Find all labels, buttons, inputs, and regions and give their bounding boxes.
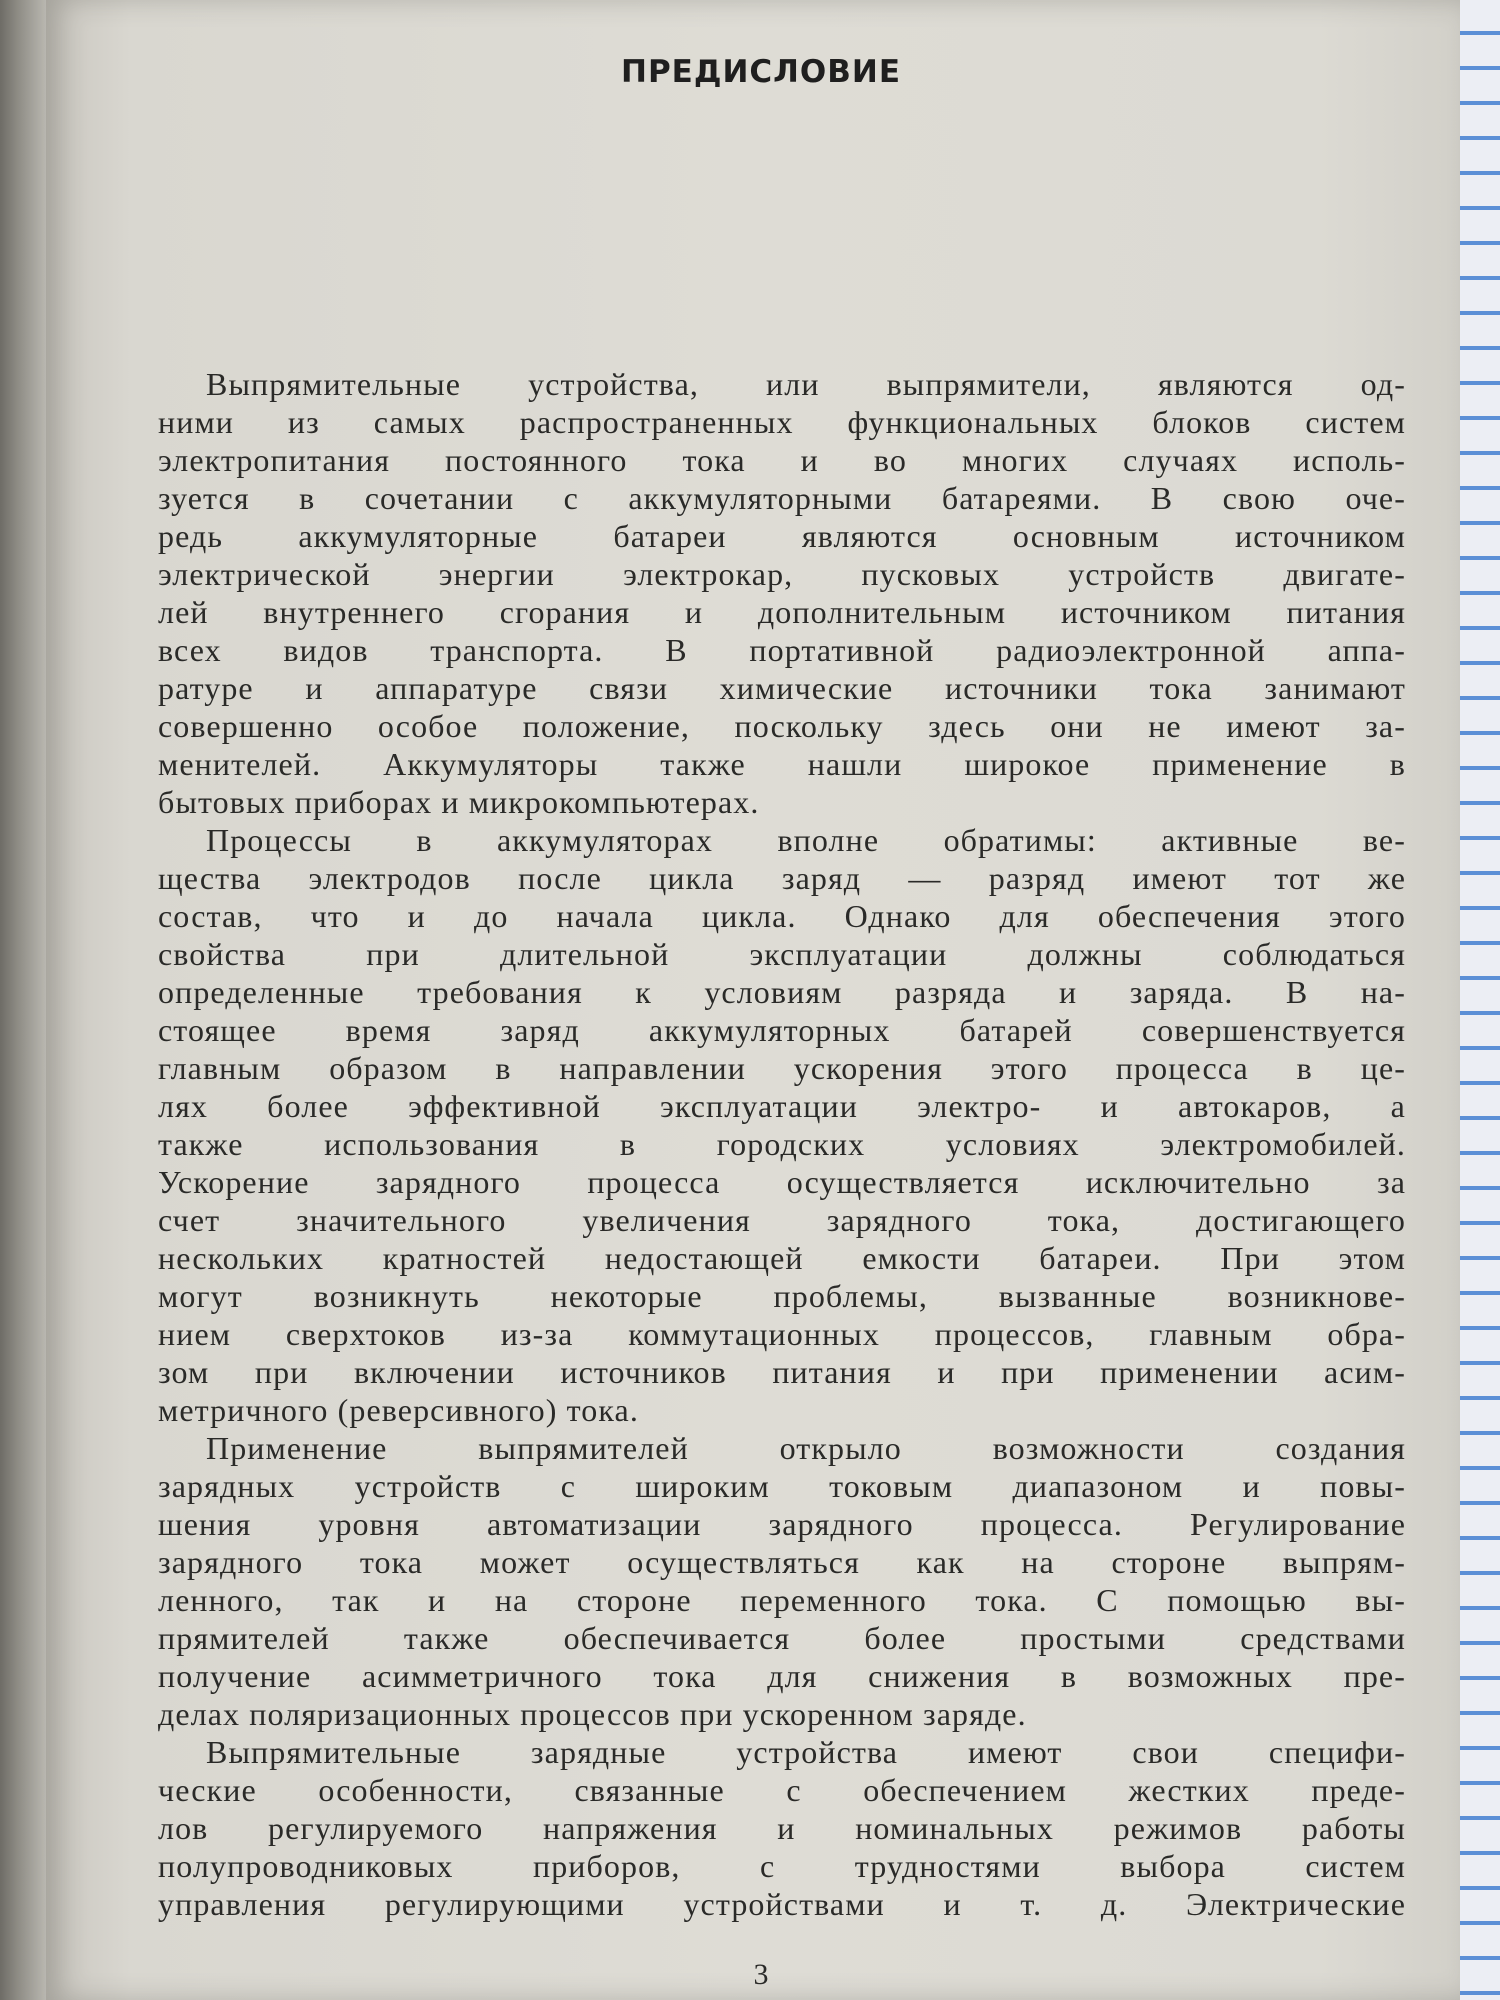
text-line: определенные требования к условиям разряда и заряда. В на- — [158, 974, 1406, 1010]
text-line: также использования в городских условиях электромобилей. — [158, 1126, 1406, 1162]
book-page — [46, 0, 1460, 2000]
page-title: ПРЕДИСЛОВИЕ — [621, 54, 901, 90]
text-line: Ускорение зарядного процесса осуществляется исключительно за — [158, 1164, 1406, 1200]
text-line: делах поляризационных процессов при ускоренном заряде. — [158, 1696, 1027, 1732]
text-line: электрической энергии электрокар, пусковых устройств двигате- — [158, 556, 1406, 592]
body-text — [158, 365, 1406, 1923]
text-line: прямителей также обеспечивается более простыми средствами — [158, 1620, 1406, 1656]
text-line: лях более эффективной эксплуатации электро- и автокаров, а — [158, 1088, 1406, 1124]
text-line: зарядных устройств с широким токовым диапазоном и повы- — [158, 1468, 1406, 1504]
text-line: свойства при длительной эксплуатации должны соблюдаться — [158, 936, 1406, 972]
text-line: Процессы в аккумуляторах вполне обратимы: активные ве- — [206, 822, 1406, 858]
text-line: получение асимметричного тока для снижения в возможных пре- — [158, 1658, 1406, 1694]
book-gutter — [0, 0, 46, 2000]
text-line: редь аккумуляторные батареи являются основным источником — [158, 518, 1406, 554]
text-line: всех видов транспорта. В портативной радиоэлектронной аппа- — [158, 632, 1406, 668]
text-line: электропитания постоянного тока и во многих случаях исполь- — [158, 442, 1406, 478]
text-line: Выпрямительные устройства, или выпрямители, являются од- — [206, 366, 1406, 402]
text-line: менителей. Аккумуляторы также нашли широкое применение в — [158, 746, 1406, 782]
text-line: могут возникнуть некоторые проблемы, вызванные возникнове- — [158, 1278, 1406, 1314]
graph-paper-background — [1460, 0, 1500, 2000]
text-line: нескольких кратностей недостающей емкости батареи. При этом — [158, 1240, 1406, 1276]
text-line: ратуре и аппаратуре связи химические источники тока занимают — [158, 670, 1406, 706]
text-line: метричного (реверсивного) тока. — [158, 1392, 639, 1428]
text-line: зуется в сочетании с аккумуляторными батареями. В свою оче- — [158, 480, 1406, 516]
text-line: нием сверхтоков из-за коммутационных процессов, главным обра- — [158, 1316, 1406, 1352]
text-line: ческие особенности, связанные с обеспечением жестких преде- — [158, 1772, 1406, 1808]
text-line: Применение выпрямителей открыло возможности создания — [206, 1430, 1406, 1466]
text-line: зарядного тока может осуществляться как на стороне выпрям- — [158, 1544, 1406, 1580]
text-line: ленного, так и на стороне переменного тока. С помощью вы- — [158, 1582, 1406, 1618]
text-line: главным образом в направлении ускорения этого процесса в це- — [158, 1050, 1406, 1086]
text-line: бытовых приборах и микрокомпьютерах. — [158, 784, 760, 820]
text-line: лов регулируемого напряжения и номинальных режимов работы — [158, 1810, 1406, 1846]
text-line: шения уровня автоматизации зарядного процесса. Регулирование — [158, 1506, 1406, 1542]
page-number: 3 — [753, 1958, 769, 1991]
text-line: зом при включении источников питания и при применении асим- — [158, 1354, 1406, 1390]
text-line: ними из самых распространенных функциональных блоков систем — [158, 404, 1406, 440]
text-line: управления регулирующими устройствами и т. д. Электрические — [158, 1886, 1406, 1922]
text-line: стоящее время заряд аккумуляторных батарей совершенствуется — [158, 1012, 1406, 1048]
text-line: совершенно особое положение, поскольку здесь они не имеют за- — [158, 708, 1406, 744]
text-line: Выпрямительные зарядные устройства имеют свои специфи- — [206, 1734, 1406, 1770]
text-line: щества электродов после цикла заряд — разряд имеют тот же — [158, 860, 1406, 896]
text-line: состав, что и до начала цикла. Однако для обеспечения этого — [158, 898, 1406, 934]
text-line: полупроводниковых приборов, с трудностями выбора систем — [158, 1848, 1406, 1884]
text-line: счет значительного увеличения зарядного тока, достигающего — [158, 1202, 1406, 1238]
text-line: лей внутреннего сгорания и дополнительным источником питания — [158, 594, 1406, 630]
